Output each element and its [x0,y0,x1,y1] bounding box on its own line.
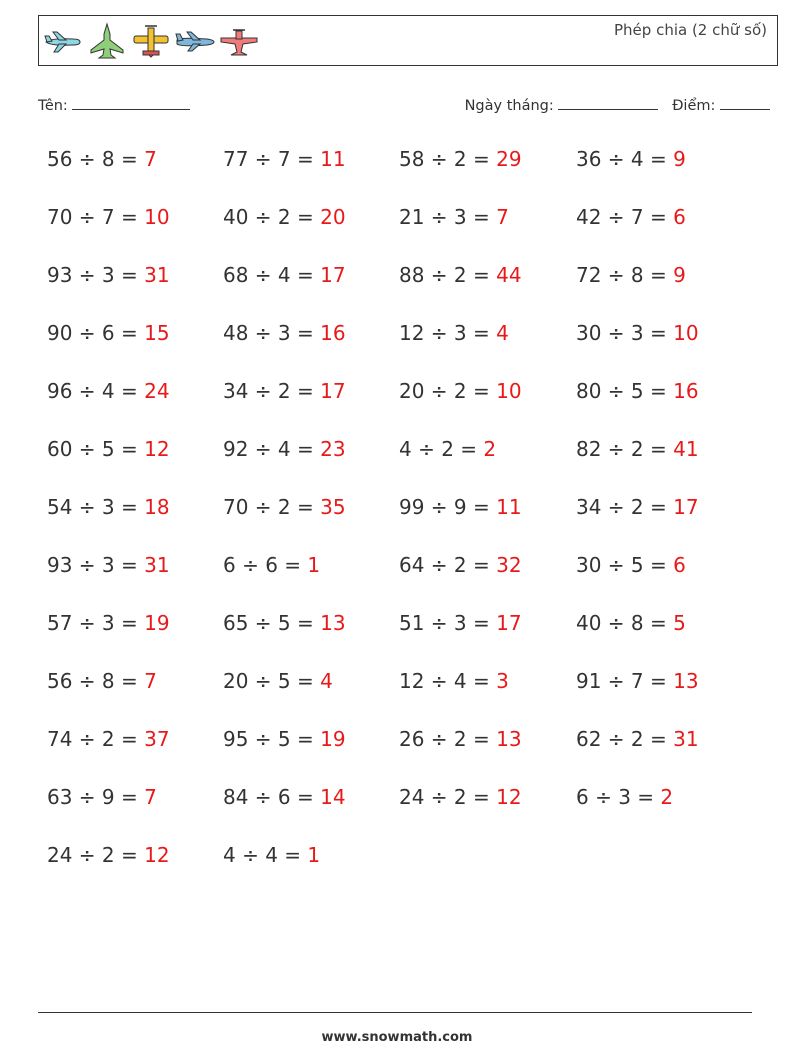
student-info-row [38,94,770,116]
division-problem [223,727,346,751]
problem-question: 92 ÷ 4 = [223,437,321,461]
problem-answer: 19 [320,727,346,751]
problem-question: 6 ÷ 6 = [223,553,308,577]
date-blank-line[interactable] [558,94,658,110]
airplane-icon [43,22,83,60]
problem-question: 34 ÷ 2 = [576,495,674,519]
division-problem [399,727,522,751]
problem-question: 63 ÷ 9 = [47,785,145,809]
worksheet-header [38,15,778,66]
problem-question: 51 ÷ 3 = [399,611,497,635]
division-problem [576,263,686,287]
division-problem [576,727,699,751]
division-problem [223,553,320,577]
problem-question: 56 ÷ 8 = [47,147,145,171]
date-label: Ngày tháng: [464,98,554,114]
problem-answer: 11 [320,147,346,171]
division-problem [223,437,346,461]
division-problem [223,669,333,693]
problem-question: 20 ÷ 5 = [223,669,321,693]
division-problem [399,495,522,519]
problem-question: 60 ÷ 5 = [47,437,145,461]
problem-question: 21 ÷ 3 = [399,205,497,229]
footer-divider [38,1012,752,1013]
division-problem [47,669,157,693]
problem-question: 62 ÷ 2 = [576,727,674,751]
division-problem [399,379,522,403]
problem-question: 24 ÷ 2 = [399,785,497,809]
problem-answer: 44 [496,263,522,287]
division-problem [576,495,699,519]
division-problem [47,495,170,519]
problem-question: 93 ÷ 3 = [47,553,145,577]
problem-question: 24 ÷ 2 = [47,843,145,867]
problem-question: 34 ÷ 2 = [223,379,321,403]
division-problem [47,379,170,403]
division-problem [47,785,157,809]
problem-question: 4 ÷ 2 = [399,437,484,461]
problem-question: 26 ÷ 2 = [399,727,497,751]
bomber-plane-icon [219,22,259,60]
problem-question: 64 ÷ 2 = [399,553,497,577]
problem-answer: 7 [144,669,157,693]
problem-answer: 4 [320,669,333,693]
problem-question: 91 ÷ 7 = [576,669,674,693]
problem-answer: 32 [496,553,522,577]
problem-answer: 12 [144,843,170,867]
division-problem [223,379,346,403]
division-problem [47,147,157,171]
division-problem [399,553,522,577]
division-problem [576,553,686,577]
division-problem [223,321,346,345]
problem-answer: 29 [496,147,522,171]
problem-question: 93 ÷ 3 = [47,263,145,287]
problem-question: 80 ÷ 5 = [576,379,674,403]
plane-icons [43,22,259,60]
problem-question: 40 ÷ 8 = [576,611,674,635]
problem-question: 42 ÷ 7 = [576,205,674,229]
problem-question: 36 ÷ 4 = [576,147,674,171]
problem-question: 70 ÷ 2 = [223,495,321,519]
problem-answer: 31 [673,727,699,751]
worksheet-title: Phép chia (2 chữ số) [614,21,767,39]
division-problem [399,321,509,345]
problem-answer: 41 [673,437,699,461]
problem-question: 20 ÷ 2 = [399,379,497,403]
division-problem [223,611,346,635]
footer-site: www.snowmath.com [321,1030,473,1045]
problem-question: 12 ÷ 3 = [399,321,497,345]
division-problem [576,147,686,171]
problem-answer: 13 [496,727,522,751]
problem-question: 95 ÷ 5 = [223,727,321,751]
division-problem [47,437,170,461]
division-problem [399,611,522,635]
problem-question: 99 ÷ 9 = [399,495,497,519]
problem-answer: 3 [496,669,509,693]
division-problem [399,263,522,287]
propeller-plane-icon [131,22,171,60]
division-problem [576,669,699,693]
problem-answer: 35 [320,495,346,519]
division-problem [576,379,699,403]
problem-question: 84 ÷ 6 = [223,785,321,809]
division-problem [47,727,170,751]
problem-answer: 14 [320,785,346,809]
problem-answer: 9 [673,147,686,171]
division-problem [223,147,346,171]
problem-question: 58 ÷ 2 = [399,147,497,171]
name-field[interactable] [38,94,190,114]
problem-answer: 9 [673,263,686,287]
division-problem [399,147,522,171]
division-problem [576,611,686,635]
score-blank-line[interactable] [720,94,770,110]
division-problem [576,437,699,461]
division-problem [399,205,509,229]
problem-answer: 2 [660,785,674,809]
problem-answer: 37 [144,727,170,751]
problem-question: 56 ÷ 8 = [47,669,145,693]
problem-question: 4 ÷ 4 = [223,843,308,867]
division-problem [223,785,346,809]
problem-question: 74 ÷ 2 = [47,727,145,751]
problem-question: 54 ÷ 3 = [47,495,145,519]
problem-answer: 17 [673,495,699,519]
problem-answer: 23 [320,437,346,461]
problem-question: 68 ÷ 4 = [223,263,321,287]
date-score-fields [465,94,770,114]
problem-answer: 13 [673,669,699,693]
jet-plane-icon [175,22,215,60]
division-problem [47,321,170,345]
problem-question: 30 ÷ 5 = [576,553,674,577]
division-problem [399,437,496,461]
problem-question: 40 ÷ 2 = [223,205,321,229]
problem-answer: 17 [320,379,346,403]
problem-question: 48 ÷ 3 = [223,321,321,345]
problem-answer: 2 [483,437,497,461]
division-problem [399,785,522,809]
problem-question: 70 ÷ 7 = [47,205,145,229]
problem-answer: 19 [144,611,170,635]
division-problem [47,553,170,577]
problem-answer: 16 [673,379,699,403]
problem-answer: 4 [496,321,509,345]
problem-answer: 13 [320,611,346,635]
problem-answer: 7 [144,785,157,809]
problem-question: 12 ÷ 4 = [399,669,497,693]
problem-answer: 17 [496,611,522,635]
problem-answer: 31 [144,263,170,287]
division-problem [223,205,346,229]
problem-question: 96 ÷ 4 = [47,379,145,403]
problem-question: 82 ÷ 2 = [576,437,674,461]
problem-answer: 1 [307,553,321,577]
problem-answer: 7 [144,147,157,171]
problem-answer: 10 [673,321,699,345]
division-problem [223,495,346,519]
problem-answer: 11 [496,495,522,519]
division-problem [47,611,170,635]
division-problem [47,843,170,867]
division-problem [576,785,673,809]
problem-question: 57 ÷ 3 = [47,611,145,635]
problem-answer: 5 [673,611,686,635]
problem-answer: 15 [144,321,170,345]
problem-answer: 20 [320,205,346,229]
name-label: Tên: [38,98,68,114]
problem-answer: 10 [496,379,522,403]
problem-question: 65 ÷ 5 = [223,611,321,635]
division-problem [47,263,170,287]
division-problem [576,321,699,345]
problem-question: 88 ÷ 2 = [399,263,497,287]
problem-answer: 24 [144,379,170,403]
division-problem [47,205,170,229]
problem-answer: 1 [307,843,321,867]
problem-question: 6 ÷ 3 = [576,785,661,809]
division-problem [223,263,346,287]
division-problem [399,669,509,693]
problem-answer: 18 [144,495,170,519]
problem-question: 72 ÷ 8 = [576,263,674,287]
problem-answer: 6 [673,205,686,229]
problem-answer: 17 [320,263,346,287]
division-problem [576,205,686,229]
problem-question: 90 ÷ 6 = [47,321,145,345]
problem-answer: 6 [673,553,686,577]
division-problem [223,843,320,867]
problem-answer: 12 [496,785,522,809]
problem-answer: 16 [320,321,346,345]
fighter-jet-icon [87,22,127,60]
problem-question: 30 ÷ 3 = [576,321,674,345]
problem-answer: 10 [144,205,170,229]
name-blank-line[interactable] [72,94,190,110]
problem-answer: 7 [496,205,509,229]
problem-answer: 31 [144,553,170,577]
problem-question: 77 ÷ 7 = [223,147,321,171]
score-label: Điểm: [672,98,716,114]
problem-answer: 12 [144,437,170,461]
